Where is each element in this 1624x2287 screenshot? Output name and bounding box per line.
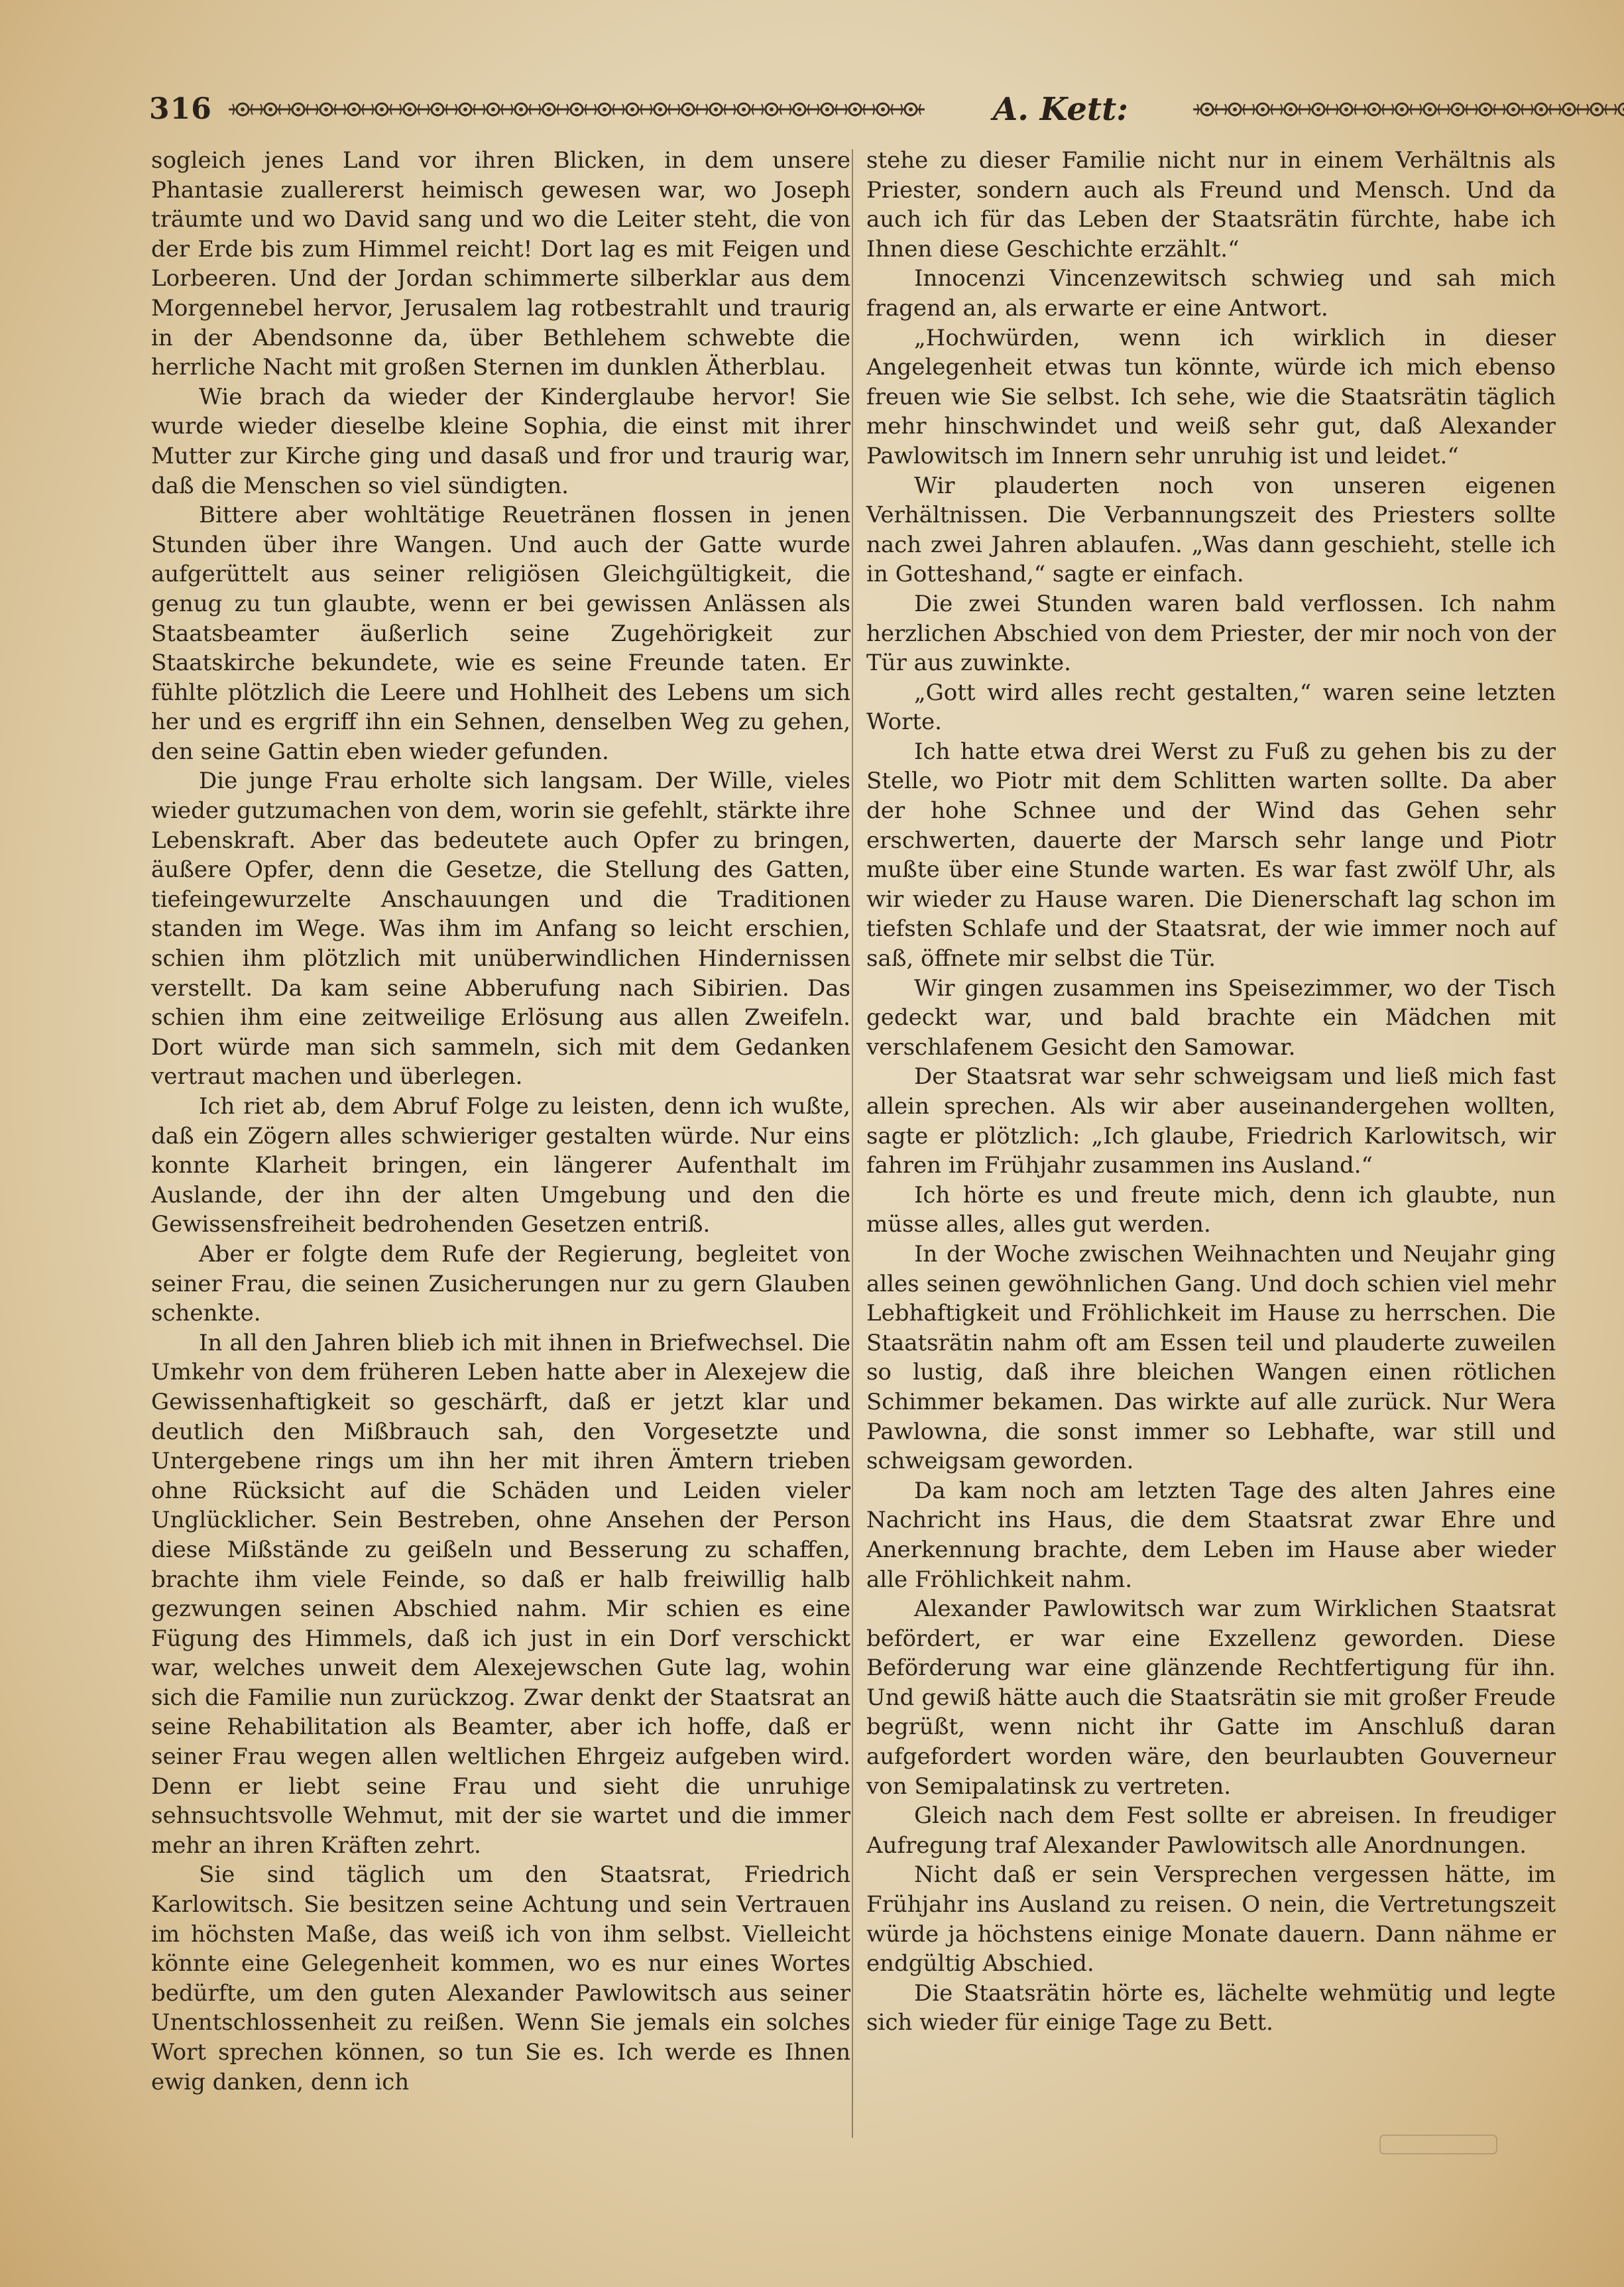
paragraph: Die Staatsrätin hörte es, lächelte wehmütig und legte sich wieder für einige Tage zu Bett. [866,1979,1556,2036]
paragraph: In der Woche zwischen Weihnachten und Neujahr ging alles seinen gewöhnlichen Gang. Und doch schien viel mehr Lebhaftigkeit und Fröhlichkeit im Hause zu herrschen. Die Staatsrätin nahm oft am Essen teil und plauderte zuweilen so lustig, daß ihre bleichen Wangen einen rötlichen Schimmer bekamen. Das wirkte auf alle zurück. Nur Wera Pawlowna, die sonst immer so Lebhafte, war still und schweigsam geworden. [866,1240,1556,1475]
paragraph: Ich riet ab, dem Abruf Folge zu leisten, denn ich wußte, daß ein Zögern alles schwieriger gestalten würde. Nur eins konnte Klarheit bringen, ein längerer Aufenthalt im Auslande, der ihn der alten Umgebung und den die Gewissensfreiheit bedrohenden Gesetzen entriß. [151,1093,850,1238]
page-header [149,83,1558,136]
faint-stamp-mark [1379,2131,1498,2158]
column-divider [852,149,853,2138]
ornament-rule-right [1193,95,1624,124]
running-title: A. Kett: [993,91,1128,128]
paragraph: Die junge Frau erholte sich langsam. Der Wille, vieles wieder gutzumachen von dem, worin sie gefehlt, stärkte ihre Lebenskraft. Aber das bedeutete auch Opfer zu bringen, äußere Opfer, denn die Gesetze, die Stellung des Gatten, tiefeingewurzelte Anschauungen und die Traditionen standen im Wege. Was ihm im Anfang so leicht erschien, schien ihm plötzlich mit unüberwindlichen Hindernissen verstellt. Da kam seine Abberufung nach Sibirien. Das schien ihm eine zeitweilige Erlösung aus allen Zweifeln. Dort würde man sich sammeln, sich mit dem Gedanken vertraut machen und überlegen. [151,768,850,1090]
paragraph: Da kam noch am letzten Tage des alten Jahres eine Nachricht ins Haus, die dem Staatsrat zwar Ehre und Anerkennung brachte, dem Leben im Hause aber wieder alle Fröhlichkeit nahm. [866,1477,1556,1593]
paragraph: Die zwei Stunden waren bald verflossen. Ich nahm herzlichen Abschied von dem Priester, der mir noch von der Tür aus zuwinkte. [866,590,1556,677]
paragraph: stehe zu dieser Familie nicht nur in einem Verhältnis als Priester, sondern auch als Freund und Mensch. Und da auch ich für das Leben der Staatsrätin fürchte, habe ich Ihnen diese Geschichte erzählt.“ [866,147,1556,263]
paragraph: Wir gingen zusammen ins Speisezimmer, wo der Tisch gedeckt war, und bald brachte ein Mädchen mit verschlafenem Gesicht den Samowar. [866,974,1556,1061]
paragraph: sogleich jenes Land vor ihren Blicken, in dem unsere Phantasie zuallererst heimisch gewesen war, wo Joseph träumte und wo David sang und wo die Leiter steht, die von der Erde bis zum Himmel reicht! Dort lag es mit Feigen und Lorbeeren. Und der Jordan schimmerte silberklar aus dem Morgennebel hervor, Jerusalem lag rotbestrahlt und traurig in der Abendsonne da, über Bethlehem schwebte die herrliche Nacht mit großen Sternen im dunklen Ätherblau. [151,147,850,381]
paragraph: Wie brach da wieder der Kinderglaube hervor! Sie wurde wieder dieselbe kleine Sophia, die einst mit ihrer Mutter zur Kirche ging und dasaß und fror und traurig war, daß die Menschen so viel sündigten. [151,383,850,499]
paragraph: Innocenzi Vincenzewitsch schwieg und sah mich fragend an, als erwarte er eine Antwort. [866,265,1556,322]
page-number: 316 [149,92,212,126]
paragraph: Nicht daß er sein Versprechen vergessen hätte, im Frühjahr ins Ausland zu reisen. O nein, die Vertretungszeit würde ja höchstens einige Monate dauern. Dann nähme er endgültig Abschied. [866,1861,1556,1977]
paragraph: Aber er folgte dem Rufe der Regierung, begleitet von seiner Frau, die seinen Zusicherungen nur zu gern Glauben schenkte. [151,1240,850,1327]
paragraph: Alexander Pawlowitsch war zum Wirklichen Staatsrat befördert, er war eine Exzellenz geworden. Diese Beförderung war eine glänzende Rechtfertigung für ihn. Und gewiß hätte auch die Staatsrätin sie mit großer Freude begrüßt, wenn nicht ihr Gatte im Anschluß daran aufgefordert worden wäre, den beurlaubten Gouverneur von Semipalatinsk zu vertreten. [866,1596,1556,1800]
paragraph: Bittere aber wohltätige Reuetränen flossen in jenen Stunden über ihre Wangen. Und auch der Gatte wurde aufgerüttelt aus seiner religiösen Gleichgültigkeit, die genug zu tun glaubte, wenn er bei gewissen Anlässen als Staatsbeamter äußerlich seine Zugehörigkeit zur Staatskirche bekundete, wie es seine Freunde taten. Er fühlte plötzlich die Leere und Hohlheit des Lebens um sich her und es ergriff ihn ein Sehnen, denselben Weg zu gehen, den seine Gattin eben wieder gefunden. [151,502,850,765]
paragraph: Ich hörte es und freute mich, denn ich glaubte, nun müsse alles, alles gut werden. [866,1181,1556,1238]
paragraph: Gleich nach dem Fest sollte er abreisen. In freudiger Aufregung traf Alexander Pawlowitsch alle Anordnungen. [866,1802,1556,1859]
paragraph: „Hochwürden, wenn ich wirklich in dieser Angelegenheit etwas tun könnte, würde ich mich ebenso freuen wie Sie selbst. Ich sehe, wie die Staatsrätin täglich mehr hinschwindet und weiß sehr gut, daß Alexander Pawlowitsch im Innern sehr unruhig ist und leidet.“ [866,324,1556,469]
paragraph: „Gott wird alles recht gestalten,“ waren seine letzten Worte. [866,679,1556,736]
paragraph: Der Staatsrat war sehr schweigsam und ließ mich fast allein sprechen. Als wir aber auseinandergehen wollten, sagte er plötzlich: „Ich glaube, Friedrich Karlowitsch, wir fahren im Frühjahr zusammen ins Ausland.“ [866,1063,1556,1179]
paragraph: In all den Jahren blieb ich mit ihnen in Briefwechsel. Die Umkehr von dem früheren Leben hatte aber in Alexejew die Gewissenhaftigkeit so geschärft, daß er jetzt klar und deutlich den Mißbrauch sah, den Vorgesetzte und Untergebene rings um ihn her mit ihren Ämtern trieben ohne Rücksicht auf die Schäden und Leiden vieler Unglücklicher. Sein Bestreben, ohne Ansehen der Person diese Mißstände zu geißeln und Besserung zu schaffen, brachte ihm viele Feinde, so daß er halb freiwillig halb gezwungen seinen Abschied nahm. Mir schien es eine Fügung des Himmels, daß ich just in ein Dorf verschickt war, welches unweit dem Alexejewschen Gute lag, wohin sich die Familie nun zurückzog. Zwar denkt der Staatsrat an seine Rehabilitation als Beamter, aber ich hoffe, daß er seiner Frau wegen allen weltlichen Ehrgeiz aufgeben wird. Denn er liebt seine Frau und sieht die unruhige sehnsuchtsvolle Wehmut, mit der sie wartet und die immer mehr an ihren Kräften zehrt. [151,1329,850,1859]
paragraph: Sie sind täglich um den Staatsrat, Friedrich Karlowitsch. Sie besitzen seine Achtung und sein Vertrauen im höchsten Maße, das weiß ich von ihm selbst. Vielleicht könnte eine Gelegenheit kommen, wo es nur eines Wortes bedürfte, um den guten Alexander Pawlowitsch aus seiner Unentschlossenheit zu reißen. Wenn Sie jemals ein solches Wort sprechen können, so tun Sie es. Ich werde es Ihnen ewig danken, denn ich [151,1861,850,2095]
right-text-column [866,146,1556,2038]
left-text-column [151,146,850,2097]
paragraph: Ich hatte etwa drei Werst zu Fuß zu gehen bis zu der Stelle, wo Piotr mit dem Schlitten warten sollte. Da aber der hohe Schnee und der Wind das Gehen sehr erschwerten, dauerte der Marsch sehr lange und Piotr mußte über eine Stunde warten. Es war fast zwölf Uhr, als wir wieder zu Hause waren. Die Dienerschaft lag schon im tiefsten Schlafe und der Staatsrat, der wie immer noch auf saß, öffnete mir selbst die Tür. [866,738,1556,972]
ornament-rule-left [229,95,925,124]
paragraph: Wir plauderten noch von unseren eigenen Verhältnissen. Die Verbannungszeit des Priesters sollte nach zwei Jahren ablaufen. „Was dann geschieht, stelle ich in Gotteshand,“ sagte er einfach. [866,472,1556,588]
